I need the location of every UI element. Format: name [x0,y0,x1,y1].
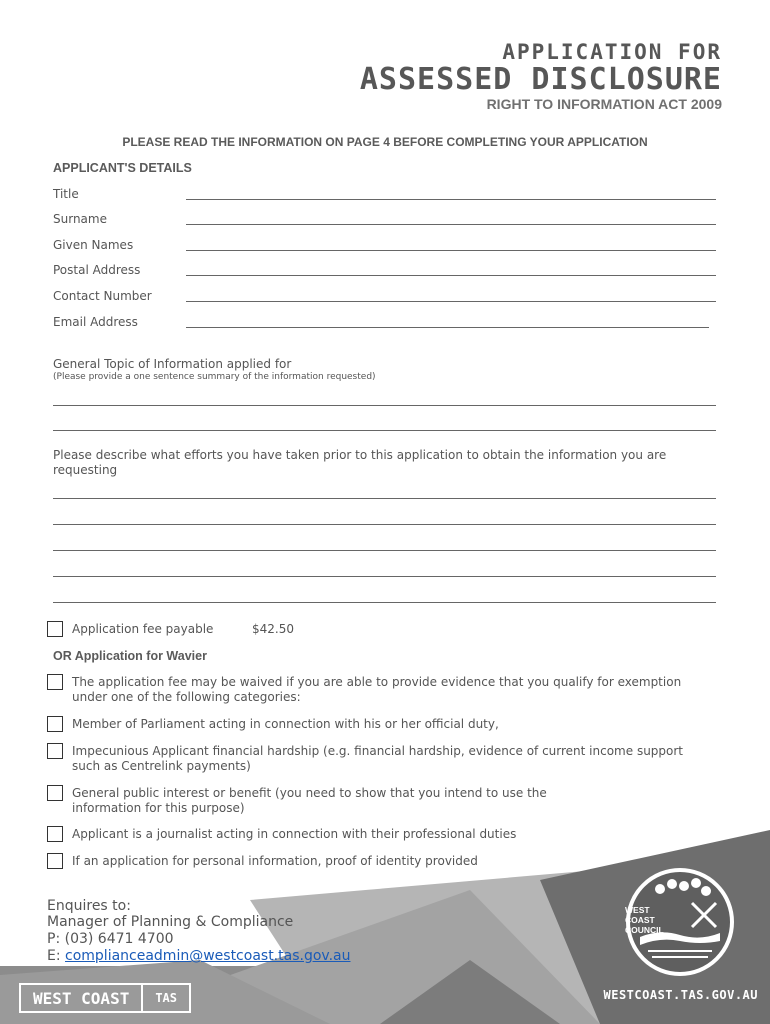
surname-field[interactable] [186,224,716,225]
title-field[interactable] [186,199,716,200]
given-names-field[interactable] [186,250,716,251]
form-title-line2: ASSESSED DISCLOSURE [359,62,722,97]
council-logo-text: WEST COAST COUNCIL [625,905,664,935]
efforts-label: Please describe what efforts you have taken prior to this application to obtain the information you are requesting [53,448,667,477]
waiver-checkbox-parliament[interactable] [47,716,63,732]
contact-number-label: Contact Number [53,289,152,303]
email-link[interactable]: complianceadmin@westcoast.tas.gov.au [65,948,351,964]
waiver-checkbox-public-interest[interactable] [47,785,63,801]
applicant-details-heading: APPLICANT'S DETAILS [53,161,192,175]
form-title-line1: APPLICATION FOR [502,40,722,64]
fee-label: Application fee payable [72,622,214,636]
waiver-item-public-interest: General public interest or benefit (you need to show that you intend to use the information for this purpose) [72,786,547,815]
postal-address-field[interactable] [186,275,716,276]
email-prefix: E: [47,948,66,964]
waiver-item-identity: If an application for personal information, proof of identity provided [72,854,478,868]
enquiries-phone: P: (03) 6471 4700 [47,931,174,947]
website-url[interactable]: WESTCOAST.TAS.GOV.AU [603,988,758,1002]
waiver-item-exemption: The application fee may be waived if you are able to provide evidence that you qualify for exemption under one of the following categories: [72,675,682,704]
waiver-checkbox-exemption[interactable] [47,674,63,690]
surname-label: Surname [53,212,107,226]
waiver-item-parliament: Member of Parliament acting in connection with his or her official duty, [72,717,499,731]
brand-tas: TAS [155,991,178,1005]
email-address-label: Email Address [53,315,138,329]
email-address-field[interactable] [186,327,709,328]
enquiries-contact: Manager of Planning & Compliance [47,914,294,930]
topic-line-1[interactable] [53,405,716,406]
topic-hint: (Please provide a one sentence summary of the information requested) [53,372,376,382]
topic-line-2[interactable] [53,430,716,431]
waiver-item-journalist: Applicant is a journalist acting in connection with their professional duties [72,827,517,841]
efforts-line-4[interactable] [53,576,716,577]
enquiries-email-row [47,948,351,965]
topic-label: General Topic of Information applied for [53,357,292,371]
efforts-line-1[interactable] [53,498,716,499]
given-names-label: Given Names [53,238,134,252]
efforts-line-2[interactable] [53,524,716,525]
form-subtitle: RIGHT TO INFORMATION ACT 2009 [486,96,722,112]
waiver-checkbox-journalist[interactable] [47,826,63,842]
title-label: Title [53,187,79,201]
contact-number-field[interactable] [186,301,716,302]
efforts-line-5[interactable] [53,602,716,603]
fee-checkbox[interactable] [47,621,63,637]
read-notice: PLEASE READ THE INFORMATION ON PAGE 4 BEFORE COMPLETING YOUR APPLICATION [122,135,648,149]
fee-amount: $42.50 [252,622,294,636]
brand-badge [19,983,191,1013]
enquiries-heading: Enquires to: [47,898,131,914]
efforts-line-3[interactable] [53,550,716,551]
waiver-heading: OR Application for Wavier [53,649,207,663]
waiver-checkbox-identity[interactable] [47,853,63,869]
waiver-checkbox-hardship[interactable] [47,743,63,759]
postal-address-label: Postal Address [53,263,141,277]
waiver-item-hardship: Impecunious Applicant financial hardship (e.g. financial hardship, evidence of current income support such as Centrelink payments) [72,744,684,773]
brand-west-coast: WEST COAST [33,988,130,1008]
